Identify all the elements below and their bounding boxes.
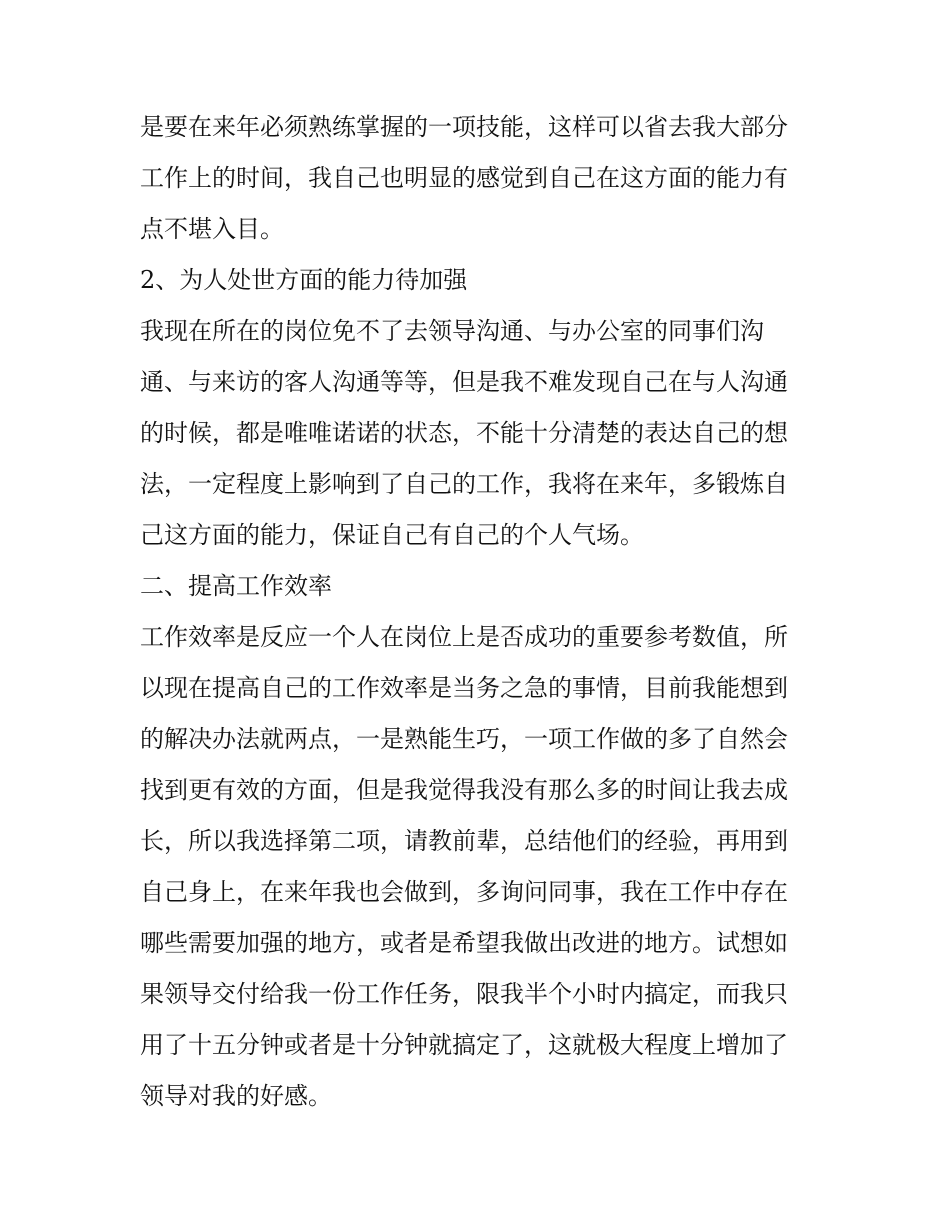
text-line: 点不堪入目。 [140,215,284,243]
text-line: 己这方面的能力，保证自己有自己的个人气场。 [140,521,644,549]
text-line: 我现在所在的岗位免不了去领导沟通、与办公室的同事们沟 [140,317,764,345]
text-line: 果领导交付给我一份工作任务，限我半个小时内搞定，而我只 [140,980,788,1008]
section-heading-2: 2、为人处世方面的能力待加强 [140,266,468,294]
text-line: 法，一定程度上影响到了自己的工作，我将在来年，多锻炼自 [140,470,788,498]
text-line: 长，所以我选择第二项，请教前辈，总结他们的经验，再用到 [140,827,788,855]
text-line: 是要在来年必须熟练掌握的一项技能，这样可以省去我大部分 [140,113,788,141]
text-line: 工作效率是反应一个人在岗位上是否成功的重要参考数值，所 [140,623,788,651]
text-line: 通、与来访的客人沟通等等，但是我不难发现自己在与人沟通 [140,368,788,396]
section-heading-improve-efficiency: 二、提高工作效率 [140,572,332,600]
text-line: 哪些需要加强的地方，或者是希望我做出改进的地方。试想如 [140,929,788,957]
text-line: 找到更有效的方面，但是我觉得我没有那么多的时间让我去成 [140,776,788,804]
text-line: 用了十五分钟或者是十分钟就搞定了，这就极大程度上增加了 [140,1031,788,1059]
text-line: 领导对我的好感。 [140,1082,332,1110]
text-line: 自己身上，在来年我也会做到，多询问同事，我在工作中存在 [140,878,788,906]
text-line: 以现在提高自己的工作效率是当务之急的事情，目前我能想到 [140,674,788,702]
text-line: 的解决办法就两点，一是熟能生巧，一项工作做的多了自然会 [140,725,788,753]
text-line: 工作上的时间，我自己也明显的感觉到自己在这方面的能力有 [140,164,788,192]
text-line: 的时候，都是唯唯诺诺的状态，不能十分清楚的表达自己的想 [140,419,788,447]
body-text [140,102,820,1122]
